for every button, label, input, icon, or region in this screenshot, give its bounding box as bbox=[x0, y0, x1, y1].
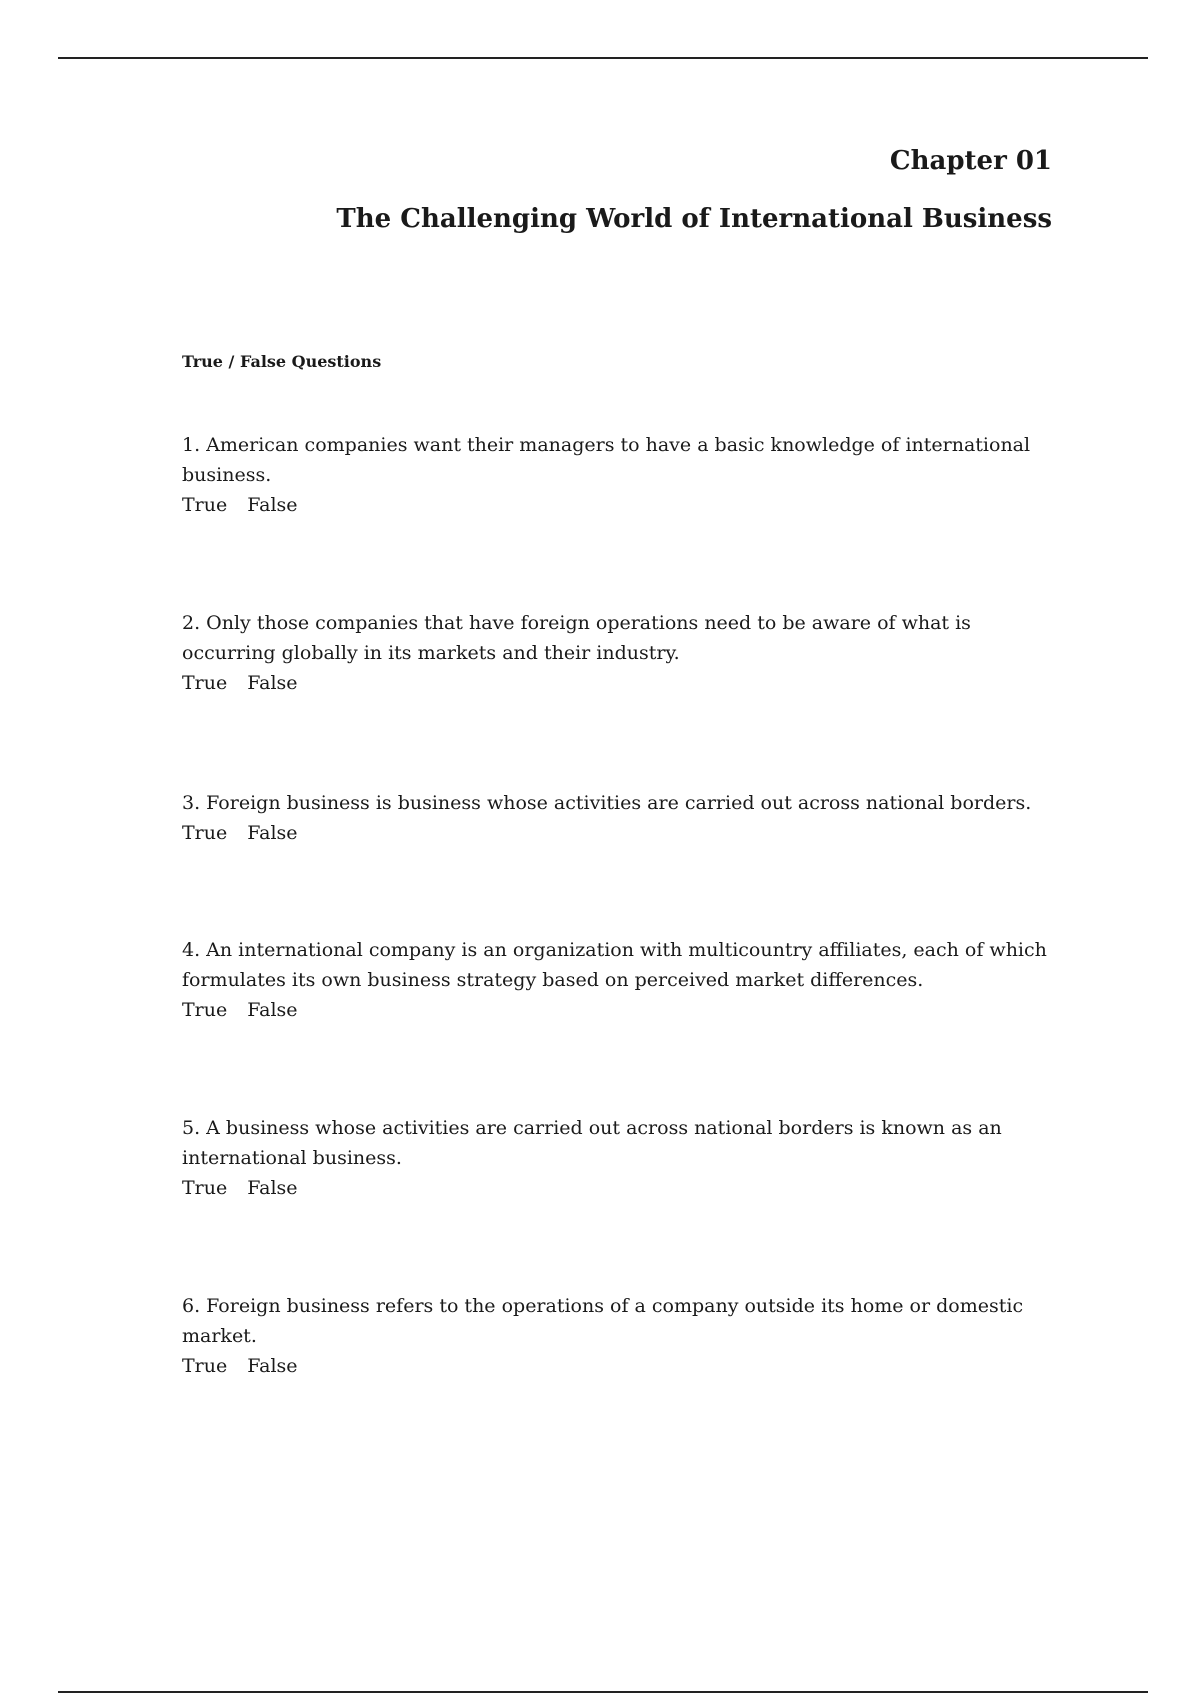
answer-options bbox=[182, 995, 1062, 1025]
answer-options bbox=[182, 818, 1062, 848]
option-false[interactable]: False bbox=[247, 672, 298, 694]
option-true[interactable]: True bbox=[182, 822, 228, 844]
question-1 bbox=[182, 430, 1062, 520]
option-false[interactable]: False bbox=[247, 999, 298, 1021]
section-heading: True / False Questions bbox=[182, 352, 382, 371]
option-false[interactable]: False bbox=[247, 1355, 298, 1377]
question-6 bbox=[182, 1291, 1062, 1381]
question-text: 3. Foreign business is business whose activities are carried out across national borders. bbox=[182, 792, 1032, 814]
option-true[interactable]: True bbox=[182, 672, 228, 694]
question-text: 2. Only those companies that have foreign operations need to be aware of what is occurring globally in its markets and their industry. bbox=[182, 612, 971, 664]
question-text: 1. American companies want their managers to have a basic knowledge of international business. bbox=[182, 434, 1031, 486]
option-false[interactable]: False bbox=[247, 822, 298, 844]
option-true[interactable]: True bbox=[182, 494, 228, 516]
question-text: 6. Foreign business refers to the operations of a company outside its home or domestic market. bbox=[182, 1295, 1024, 1347]
option-true[interactable]: True bbox=[182, 1177, 228, 1199]
bottom-rule bbox=[58, 1691, 1148, 1693]
question-text: 5. A business whose activities are carried out across national borders is known as an international business. bbox=[182, 1117, 1002, 1169]
question-4 bbox=[182, 935, 1062, 1025]
option-false[interactable]: False bbox=[247, 494, 298, 516]
option-false[interactable]: False bbox=[247, 1177, 298, 1199]
answer-options bbox=[182, 668, 1062, 698]
chapter-number: Chapter 01 bbox=[889, 146, 1052, 176]
question-3 bbox=[182, 788, 1062, 848]
question-5 bbox=[182, 1113, 1062, 1203]
answer-options bbox=[182, 1351, 1062, 1381]
question-text: 4. An international company is an organization with multicountry affiliates, each of which formulates its own business strategy based on perceived market differences. bbox=[182, 939, 1047, 991]
question-2 bbox=[182, 608, 1062, 698]
chapter-title: The Challenging World of International Business bbox=[336, 204, 1052, 234]
option-true[interactable]: True bbox=[182, 1355, 228, 1377]
answer-options bbox=[182, 1173, 1062, 1203]
top-rule bbox=[58, 57, 1148, 59]
answer-options bbox=[182, 490, 1062, 520]
option-true[interactable]: True bbox=[182, 999, 228, 1021]
